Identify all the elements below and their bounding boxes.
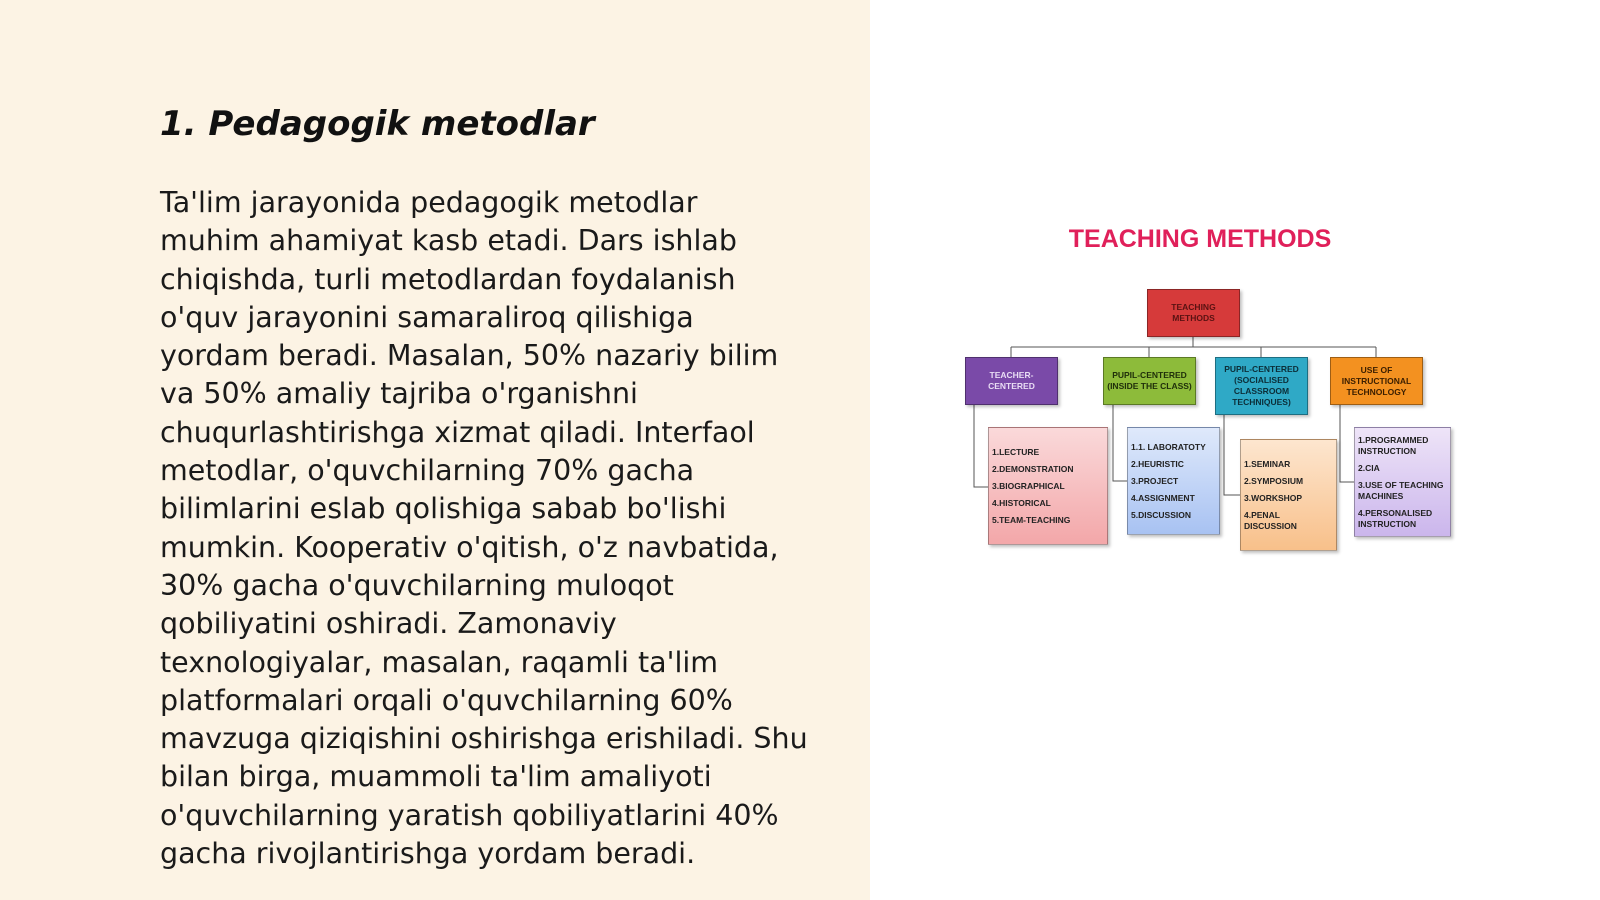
diagram-root-node: TEACHING METHODS: [1147, 289, 1240, 337]
list-item: 1.LECTURE: [992, 446, 1040, 457]
slide-title: 1. Pedagogik metodlar: [160, 104, 595, 144]
list-teacher-centered: [988, 427, 1108, 545]
list-pupil-centered-inside: [1127, 427, 1220, 535]
list-item: 4.PENAL DISCUSSION: [1244, 509, 1297, 531]
list-item: 2.SYMPOSIUM: [1244, 475, 1304, 486]
list-item: 4.PERSONALISED INSTRUCTION: [1358, 507, 1433, 529]
list-item: 3.USE OF TEACHING MACHINES: [1358, 479, 1444, 501]
list-item: 2.CIA: [1358, 462, 1380, 473]
list-item: 3.WORKSHOP: [1244, 492, 1303, 503]
list-pupil-centered-socialised: [1240, 439, 1337, 551]
diagram-title: TEACHING METHODS: [1068, 225, 1332, 253]
list-instructional-technology: [1354, 427, 1451, 537]
list-item: 3.PROJECT: [1131, 475, 1179, 486]
list-item: 2.HEURISTIC: [1131, 458, 1184, 469]
list-item: 1.SEMINAR: [1244, 458, 1291, 469]
list-item: 3.BIOGRAPHICAL: [992, 480, 1065, 491]
category-instructional-technology: USE OF INSTRUCTIONAL TECHNOLOGY: [1330, 357, 1423, 405]
list-item: 4.ASSIGNMENT: [1131, 492, 1195, 503]
category-teacher-centered: TEACHER-CENTERED: [965, 357, 1058, 405]
list-item: 5.TEAM-TEACHING: [992, 514, 1071, 525]
list-item: 5.DISCUSSION: [1131, 509, 1191, 520]
category-pupil-centered-inside: PUPIL-CENTERED (INSIDE THE CLASS): [1103, 357, 1196, 405]
category-pupil-centered-socialised: PUPIL-CENTERED (SOCIALISED CLASSROOM TECHNIQUES): [1215, 357, 1308, 415]
list-item: 1.PROGRAMMED INSTRUCTION: [1358, 434, 1429, 456]
slide-body-text: Ta'lim jarayonida pedagogik metodlar muhim ahamiyat kasb etadi. Dars ishlab chiqishda, turli metodlardan foydalanish o'quv jarayonini samaraliroq qilishiga yordam beradi. Masalan, 50% nazariy bilim va 50% amaliy tajriba o'rganishni chuqurlashtirishga xizmat qiladi. Interfaol metodlar, o'quvchilarning 70% gacha bilimlarini eslab qolishiga sabab bo'lishi mumkin. Kooperativ o'qitish, o'z navbatida, 30% gacha o'quvchilarning muloqot qobiliyatini oshiradi. Zamonaviy texnologiyalar, masalan, raqamli ta'lim platformalari orqali o'quvchilarning 60% mavzuga qiziqishini oshirishga erishiladi. Shu bilan birga, muammoli ta'lim amaliyoti o'quvchilarning yaratish qobiliyatlarini 40% gacha rivojlantirishga yordam beradi.: [160, 186, 808, 871]
list-item: 2.DEMONSTRATION: [992, 463, 1074, 474]
list-item: 1.1. LABORATOTY: [1131, 441, 1206, 452]
list-item: 4.HISTORICAL: [992, 497, 1051, 508]
teaching-methods-diagram: [960, 220, 1460, 560]
